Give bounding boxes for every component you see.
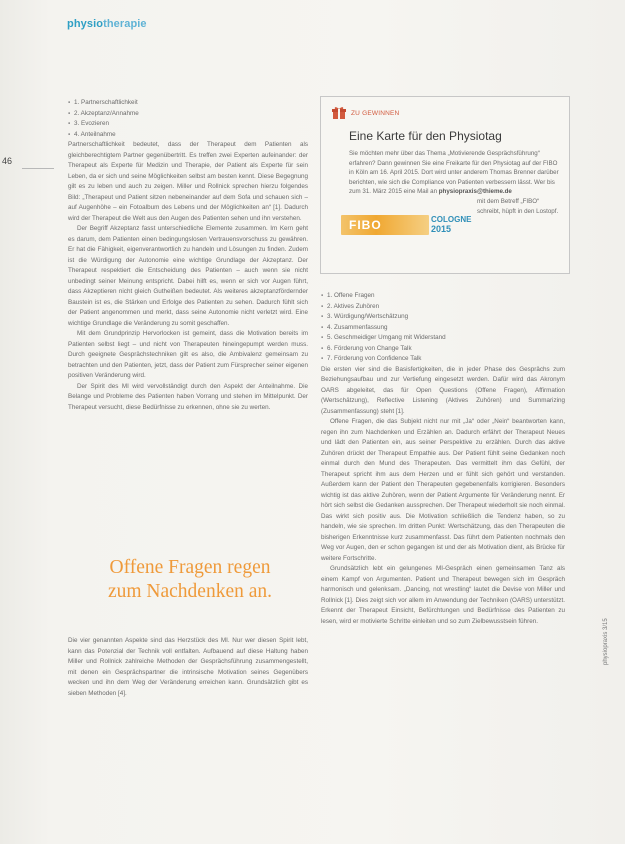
list-item: ▪ 7. Förderung von Confidence Talk: [321, 354, 565, 365]
contest-text-end: mit dem Betreff „FIBO“ schreibt, hüpft in den Lostopf.: [477, 197, 559, 215]
right-column: [321, 291, 565, 627]
list-item: ▪ 6. Förderung von Change Talk: [321, 344, 565, 355]
section-header-suffix: therapie: [103, 18, 147, 30]
list-item: ▪ 5. Geschmeidiger Umgang mit Widerstand: [321, 333, 565, 344]
paragraph: Die vier genannten Aspekte sind das Herzstück des MI. Nur wer diesen Spirit lebt, kann das Potenzial der Technik voll entfalten. Aufbauend auf diese Haltung haben Miller und Rollnick zahlreiche Methoden der Gesprächsführung zusammengestellt, mit denen ein Gesprächspartner die intrinsische Motivation seines Gegenübers wecken und ihn dem Weg der Veränderung erreichen kann. Grundsätzlich gibt es sieben Methoden [4].: [68, 637, 308, 697]
paragraph: Grundsätzlich lebt ein gelungenes MI-Gespräch einen gemeinsamen Tanz als einem Kampf von Argumenten. Patient und Therapeut bewegen sich im Gespräch harmonisch und gelenksam. „Dancing, not wrestling“ lautet die Devise von Miller und Rollnick [1]. Dies zeigt sich vor allem im Anwendung der Techniken (OARS) unterstützt. Erkennt der Therapeut Einsicht, Befürchtungen und Bedürfnisse des Patienten zu lesen, wird er motivierte Schritte einleiten und so zum Zielbewusstsein führen.: [321, 565, 565, 625]
contest-title: Eine Karte für den Physiotag: [349, 129, 502, 143]
paragraph: Partnerschaftlichkeit bedeutet, dass der Therapeut dem Patienten als gleichberechtigtem Partner gegenübertritt. Es treffen zwei Experten aufeinander: der Therapeut als Experte für Medizin und Therapie, der Patient als Experte für sein Leben, da er sich und seine Möglichkeiten selbst am besten kennt. Diese Begegnung gilt es zu leben und auch zu zeigen. Miller und Rollnick sprechen hierzu folgendes Bild: „Therapeut und Patient sitzen nebeneinander auf dem Sofa und schauen sich – auf Augenhöhe – ein Fotoalbum des Lebens und der Möglichkeiten an“ [1]. Dadurch wird der Therapeut die Welt aus den Augen des Patienten sehen und ihn verstehen.: [68, 141, 308, 222]
fibo-logo-text: FIBO: [349, 218, 382, 232]
paragraph: Mit dem Grundprinzip Hervorlocken ist gemeint, dass die Motivation bereits im Patienten selbst liegt – und nicht von Therapeuten hineingepumpt werden muss. Durch geeignete Gesprächstechniken gilt es also, die Ambivalenz gemeinsam zu betrachten und den Patienten, jetzt, dass der Patient zum Fürsprecher seiner eigenen positiven Veränderung wird.: [68, 330, 308, 379]
pull-quote-line: Offene Fragen regen: [109, 557, 271, 578]
list-item: ▪ 3. Evozieren: [68, 119, 308, 130]
left-column-top: [68, 98, 308, 413]
section-header-prefix: physio: [67, 18, 104, 30]
page-number-rule: [22, 168, 54, 169]
vertical-footer: physiopraxis 3/15: [603, 618, 609, 665]
pull-quote: [70, 556, 310, 604]
fibo-logo: [341, 215, 429, 235]
list-item: ▪ 2. Akzeptanz/Annahme: [68, 109, 308, 120]
contest-email-link[interactable]: physiopraxis@thieme.de: [438, 188, 512, 196]
left-column-bottom: [68, 636, 308, 699]
paragraph: Offene Fragen, die das Subjekt nicht nur mit „Ja“ oder „Nein“ beantworten kann, regen ihn zum Nachdenken und Erzählen an. Dadurch erfährt der Therapeut Neues und lädt den Patienten ein, aus seiner Perspektive zu erzählen. Durch das aktive Zuhören drückt der Therapeut Empathie aus. Der Patient fühlt seine Gedanken noch einmal durch den Mund des Therapeuten. Das vermittelt ihm das Gefühl, der Therapeut spricht ihm aus dem Herzen und er fühlt sich gehört und verstanden. Außerdem kann der Patient den Therapeuten gegebenenfalls korrigieren. Besonders wichtig ist das aktive Zuhören, wenn der Patient Argumente für Veränderung nennt. Er hört sich selbst die Gedanken aussprechen. Der Therapeut wiederholt sie noch einmal. Das wirkt sich positiv aus. Die Motivation schließlich die Tendenz haben, so zu handeln, wie sie sprechen. Im dritten Punkt: Wertschätzung, das den Therapeuten die bisherigen Erkenntnisse kurz zusammenfasst. Das führt dem Patienten nochmals den Weg vor Augen, den er schon gegangen ist und der als Motivation dient, als Brücke für weitere Fortschritte.: [321, 418, 565, 562]
gift-icon: [332, 106, 346, 120]
fibo-logo-year: 2015: [431, 224, 452, 234]
list-item: ▪ 1. Offene Fragen: [321, 291, 565, 302]
contest-text-body: Sie möchten mehr über das Thema „Motivierende Gesprächsführung“ erfahren? Dann gewinnen Sie eine Freikarte für den Physiotag auf der FIBO in Köln am 16. April 2015. Dort wird unter anderem Thomas Brenner darüber berichten, wie sich die Compliance von Patienten verbessern lässt. Wer bis zum 31. März 2015 eine Mail an: [349, 150, 559, 196]
contest-text: [349, 149, 561, 216]
paragraph: Der Spirit des MI wird vervollständigt durch den Aspekt der Anteilnahme. Die Belange und Probleme des Patienten haben Vorrang und stehen im Mittelpunkt. Der Therapeut versucht, diese Bedürfnisse zu erkennen, ohne sie zu werten.: [68, 382, 308, 411]
contest-tag: ZU GEWINNEN: [351, 110, 400, 117]
spirit-list: [68, 98, 308, 140]
contest-box: [320, 96, 570, 274]
pull-quote-line: zum Nachdenken an.: [107, 581, 273, 602]
paragraph: Die ersten vier sind die Basisfertigkeiten, die in jeder Phase des Gesprächs zum Beziehungsaufbau und zur Vertiefung eingesetzt werden. Dafür wird das Akronym OARS abgeleitet, das für Open Questions (Offene Fragen), Affirmation (Wertschätzung), Reflective Listening (Aktives Zuhören) und Summarizing (Zusammenfassung) steht [1].: [321, 365, 565, 415]
list-item: ▪ 2. Aktives Zuhören: [321, 302, 565, 313]
list-item: ▪ 4. Zusammenfassung: [321, 323, 565, 334]
section-header: [67, 18, 147, 30]
list-item: ▪ 1. Partnerschaftlichkeit: [68, 98, 308, 109]
methods-list: [321, 291, 565, 365]
page-number: 46: [2, 156, 13, 166]
list-item: ▪ 3. Würdigung/Wertschätzung: [321, 312, 565, 323]
paragraph: Der Begriff Akzeptanz fasst unterschiedliche Elemente zusammen. Im Kern geht es darum, dem Patienten einen bedingungslosen Vertrauensvorschuss zu gewähren. Er hat die Fähigkeit, eigenverantwortlich zu handeln und Lösungen zu finden. Zudem ist die Würdigung der Autonomie eine wichtige Grundlage der Akzeptanz. Der Therapeut respektiert die Entscheidung des Patienten – auch wenn sie nicht unbedingt seiner Meinung entspricht. Dabei hilft es, wenn er sich vor Augen führt, dass Akzeptieren nicht gleich Gutheißen bedeutet. Als weiteres akzeptanzfördernder Baustein ist es, die Stärken und Erfolge des Patienten zu sehen. Dadurch fühlt sich der Patient angenommen und merkt, dass seine Autonomie nicht verletzt wird. Eine wichtige Grundlage die Veränderung zu somit geschaffen.: [68, 225, 308, 327]
fibo-logo-city: COLOGNE: [431, 215, 472, 224]
list-item: ▪ 4. Anteilnahme: [68, 130, 308, 141]
